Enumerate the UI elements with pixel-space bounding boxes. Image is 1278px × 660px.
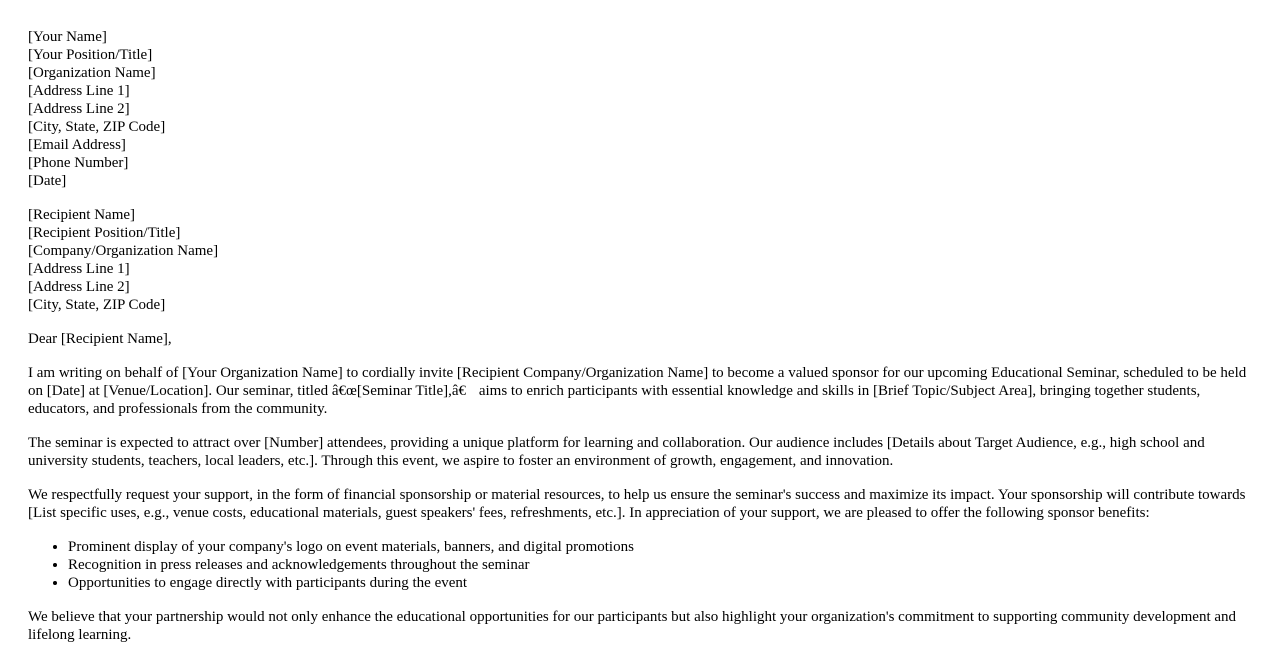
body-paragraph-audience: The seminar is expected to attract over [Number] attendees, providing a unique platform for learning and collaboration. Our audience includes [Details about Target Audience, e.g., high school and university students, teachers, local leaders, etc.]. Through this event, we aspire to foster an environment of growth, engagement, and innovation. <box>28 435 1205 469</box>
sender-phone: [Phone Number] <box>28 155 129 171</box>
sender-position: [Your Position/Title] <box>28 47 153 63</box>
sender-email: [Email Address] <box>28 137 126 153</box>
salutation: Dear [Recipient Name], <box>28 331 172 347</box>
recipient-name: [Recipient Name] <box>28 207 136 223</box>
recipient-position: [Recipient Position/Title] <box>28 225 181 241</box>
recipient-address-line-1: [Address Line 1] <box>28 261 130 277</box>
body-paragraph-closing: We believe that your partnership would not only enhance the educational opportunities for our participants but also highlight your organization's commitment to supporting community development and lifelong learning. <box>28 609 1237 643</box>
recipient-address-block <box>28 206 1250 314</box>
benefit-item-engagement: • Opportunities to engage directly with participants during the event <box>68 574 1250 592</box>
benefit-item-logo-display: • Prominent display of your company's logo on event materials, banners, and digital promotions <box>68 538 1250 556</box>
sender-address-line-1: [Address Line 1] <box>28 83 130 99</box>
recipient-address-line-2: [Address Line 2] <box>28 279 130 295</box>
sender-name: [Your Name] <box>28 29 107 45</box>
benefit-item-recognition: • Recognition in press releases and acknowledgements throughout the seminar <box>68 556 1250 574</box>
recipient-organization: [Company/Organization Name] <box>28 243 219 259</box>
letter <box>28 28 1250 660</box>
sender-address-block <box>28 28 1250 190</box>
body-paragraph-invitation: I am writing on behalf of [Your Organization Name] to cordially invite [Recipient Company/Organization Name] to become a valued sponsor for our upcoming Educational Seminar, scheduled to be held on [Date] at [Venue/Location]. Our seminar, titled â€œ[Seminar Title],â€ aims to enrich participants with essential knowledge and skills in [Brief Topic/Subject Area], bringing together students, educators, and professionals from the community. <box>28 365 1247 417</box>
sender-organization: [Organization Name] <box>28 65 156 81</box>
letter-date: [Date] <box>28 173 67 189</box>
body-paragraph-request: We respectfully request your support, in the form of financial sponsorship or material resources, to help us ensure the seminar's success and maximize its impact. Your sponsorship will contribute towards [List specific uses, e.g., venue costs, educational materials, guest speakers' fees, refreshments, etc.]. In appreciation of your support, we are pleased to offer the following sponsor benefits: <box>28 487 1246 521</box>
sponsor-benefits-list <box>28 538 1250 592</box>
sender-address-line-2: [Address Line 2] <box>28 101 130 117</box>
sender-city-state-zip: [City, State, ZIP Code] <box>28 119 166 135</box>
recipient-city-state-zip: [City, State, ZIP Code] <box>28 297 166 313</box>
